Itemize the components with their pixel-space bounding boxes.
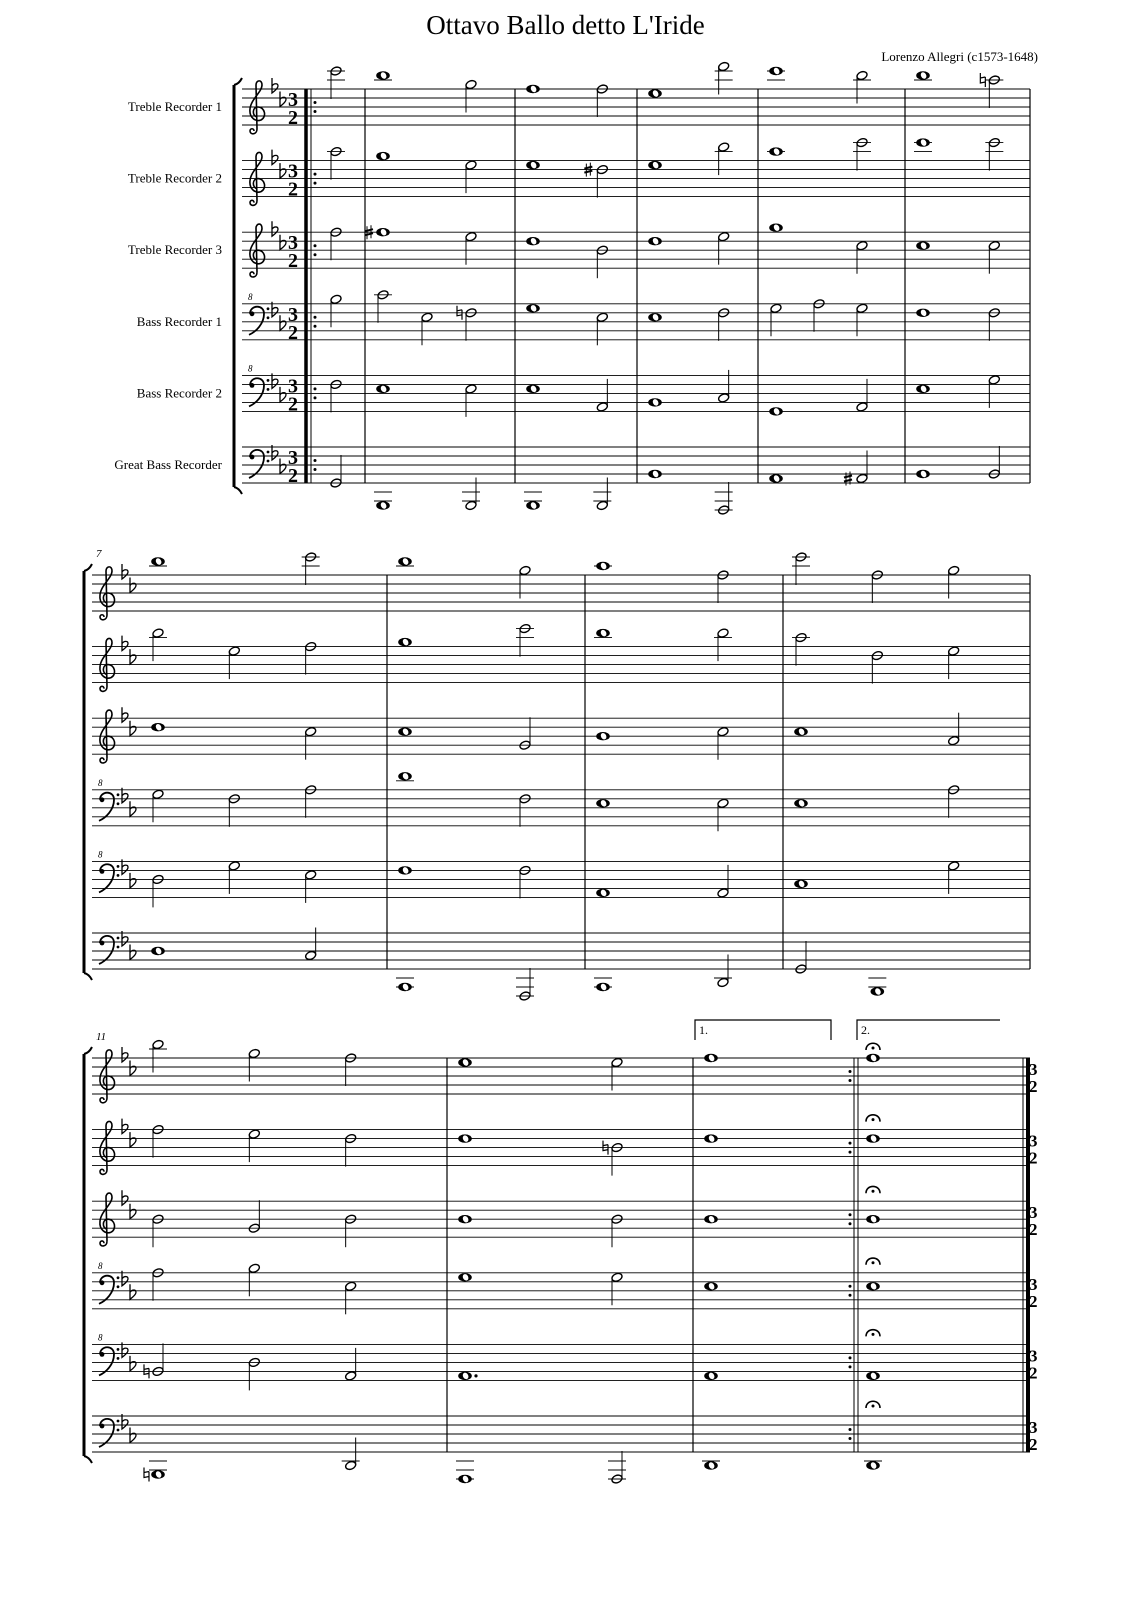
half-note: [152, 789, 164, 822]
bracket-top: [234, 78, 242, 85]
part-label: Bass Recorder 1: [136, 313, 222, 329]
half-note: [421, 312, 433, 345]
time-signature-denominator: 2: [288, 178, 298, 201]
whole-note: [594, 978, 612, 991]
note-head: [596, 500, 608, 511]
flat-icon: [122, 1190, 128, 1205]
note-head: [856, 70, 868, 81]
half-note: [596, 379, 608, 412]
half-note: [717, 370, 729, 403]
half-note: [330, 294, 342, 327]
note-head: [152, 628, 164, 639]
bass-clef-icon: [98, 778, 119, 821]
part-label: Treble Recorder 1: [127, 99, 222, 114]
note-head: [611, 1057, 623, 1068]
note-head: [304, 726, 316, 737]
repeat-dot: [849, 1151, 852, 1154]
note-head: [856, 240, 868, 251]
whole-note: [794, 799, 808, 807]
flat-icon: [122, 1119, 128, 1134]
note-head: [947, 861, 959, 872]
whole-note: [648, 313, 662, 321]
whole-note: [596, 889, 610, 897]
time-signature-denominator: 2: [288, 465, 298, 487]
bracket-bottom: [84, 973, 92, 980]
note-head: [947, 735, 959, 746]
half-note: [853, 70, 871, 103]
whole-note: [864, 1461, 882, 1470]
repeat-dot: [849, 1285, 852, 1288]
time-signature-numerator: 3: [288, 89, 298, 111]
whole-note: [151, 723, 165, 731]
time-signature-denominator: 2: [288, 250, 298, 273]
flat-icon: [130, 1356, 136, 1371]
half-note: [342, 1438, 360, 1471]
time-signature-numerator: 3: [288, 303, 298, 326]
repeat-dot: [849, 1437, 852, 1440]
repeat-dot: [849, 1213, 852, 1216]
note-head: [856, 303, 868, 314]
octave-mark: 8: [98, 1260, 103, 1271]
note-head: [465, 231, 477, 242]
whole-note: [398, 727, 412, 735]
fermata-icon: [866, 1401, 880, 1408]
half-note: [985, 137, 1003, 170]
flat-icon: [130, 649, 136, 664]
note-head: [596, 402, 608, 413]
whole-note: [396, 772, 414, 781]
whole-note: [866, 1134, 880, 1142]
flat-icon: [272, 150, 278, 165]
half-note: [792, 552, 810, 585]
time-signature-denominator: 2: [1029, 1077, 1038, 1096]
half-note: [374, 290, 392, 323]
repeat-dot: [849, 1222, 852, 1225]
whole-note: [376, 228, 390, 236]
repeat-dot: [314, 459, 317, 462]
half-note: [304, 870, 316, 903]
octave-mark: 8: [248, 291, 253, 302]
flat-icon: [280, 387, 286, 402]
note-head: [465, 160, 477, 171]
whole-note: [526, 237, 540, 245]
note-head: [947, 565, 959, 576]
whole-note: [648, 161, 662, 169]
half-note: [856, 379, 868, 412]
time-signature-numerator: 3: [1029, 1274, 1038, 1294]
repeat-dot: [849, 1356, 852, 1359]
half-note: [593, 478, 611, 511]
whole-note: [149, 557, 167, 566]
whole-note: [396, 978, 414, 991]
half-note: [304, 928, 316, 961]
whole-note: [769, 474, 783, 482]
whole-note: [149, 1461, 167, 1479]
half-note: [947, 861, 959, 894]
volta-bracket: [857, 1020, 1000, 1040]
whole-note: [456, 1461, 474, 1483]
repeat-dot: [314, 468, 317, 471]
whole-note: [767, 67, 785, 80]
time-signature-numerator: 3: [288, 447, 298, 469]
half-note: [327, 146, 345, 179]
whole-note: [596, 799, 610, 807]
whole-note: [458, 1273, 472, 1281]
time-signature-numerator: 3: [288, 232, 298, 255]
time-signature-denominator: 2: [288, 321, 298, 344]
whole-note: [594, 562, 612, 570]
whole-note: [648, 89, 662, 97]
whole-note: [594, 629, 612, 638]
repeat-dot: [849, 1294, 852, 1297]
note-head: [248, 1129, 260, 1140]
half-note: [519, 565, 531, 598]
half-note: [302, 552, 320, 585]
note-head: [717, 393, 729, 404]
half-note: [248, 1129, 260, 1162]
volta-label: 1.: [699, 1023, 708, 1037]
note-head: [228, 861, 240, 872]
whole-note: [151, 947, 165, 955]
whole-note: [376, 152, 390, 160]
repeat-dot: [314, 244, 317, 247]
flat-icon: [130, 1204, 136, 1219]
half-note: [714, 955, 732, 988]
half-note: [770, 303, 782, 336]
note-head: [717, 888, 729, 899]
whole-note: [374, 492, 392, 510]
note-head: [717, 977, 729, 988]
flat-icon: [122, 1047, 128, 1062]
octave-mark: 8: [248, 363, 253, 374]
flat-icon: [280, 163, 286, 178]
time-signature-numerator: 3: [1029, 1060, 1038, 1079]
note-head: [947, 646, 959, 657]
whole-note: [702, 1461, 720, 1470]
whole-note: [866, 1054, 880, 1062]
whole-note: [767, 147, 785, 155]
note-head: [611, 1272, 623, 1283]
note-head: [248, 1263, 260, 1274]
half-note: [465, 384, 477, 417]
flat-icon: [272, 221, 278, 236]
half-note: [856, 451, 868, 484]
flat-icon: [272, 78, 278, 93]
whole-note: [526, 161, 540, 169]
whole-note: [458, 1058, 472, 1066]
half-note: [988, 240, 1000, 273]
octave-mark: 8: [98, 777, 103, 788]
half-note: [988, 375, 1000, 408]
flat-icon: [130, 1061, 136, 1076]
repeat-dot: [314, 173, 317, 176]
whole-note: [704, 1054, 718, 1062]
flat-icon: [130, 1132, 136, 1147]
note-head: [988, 375, 1000, 386]
note-head: [152, 789, 164, 800]
repeat-dot: [849, 1079, 852, 1082]
note-head: [988, 240, 1000, 251]
note-head: [465, 500, 477, 511]
note-head: [717, 231, 729, 242]
half-note: [947, 565, 959, 598]
whole-note: [458, 1215, 472, 1223]
time-signature-denominator: 2: [1029, 1435, 1038, 1454]
half-note: [947, 646, 959, 679]
note-head: [152, 1039, 164, 1050]
whole-note: [868, 978, 886, 996]
time-signature-numerator: 3: [1029, 1203, 1038, 1223]
natural-icon: [144, 1468, 149, 1482]
flat-icon: [130, 801, 136, 816]
flat-icon: [130, 873, 136, 888]
note-head: [717, 726, 729, 737]
whole-note: [916, 309, 930, 317]
whole-note: [648, 470, 662, 478]
half-note: [714, 628, 732, 661]
flat-icon: [122, 564, 128, 579]
half-note: [717, 865, 729, 898]
repeat-dot: [314, 101, 317, 104]
half-note: [947, 713, 959, 746]
part-label: Treble Recorder 3: [127, 242, 222, 258]
repeat-dot: [849, 1070, 852, 1073]
flat-icon: [130, 578, 136, 593]
flat-icon: [130, 1284, 136, 1299]
half-note: [344, 1281, 356, 1314]
whole-note: [704, 1134, 718, 1142]
dot: [474, 1374, 477, 1377]
time-signature-numerator: 3: [1029, 1131, 1038, 1151]
bass-clef-icon: [248, 363, 269, 406]
whole-note: [916, 385, 930, 393]
whole-note: [526, 85, 540, 93]
whole-note: [596, 732, 610, 740]
flat-icon: [130, 945, 136, 960]
whole-note: [769, 407, 783, 415]
note-head: [304, 950, 316, 961]
half-note: [608, 1451, 626, 1484]
part-label: Treble Recorder 2: [127, 170, 222, 186]
bass-clef-icon: [248, 292, 269, 335]
half-note: [792, 632, 810, 665]
note-head: [519, 565, 531, 576]
whole-note: [794, 880, 808, 888]
measure-number: 11: [96, 1031, 107, 1043]
bass-clef-icon: [98, 1261, 119, 1304]
half-note: [465, 160, 477, 193]
half-note: [985, 75, 1003, 108]
repeat-dot: [314, 316, 317, 319]
whole-note: [398, 638, 412, 646]
half-note: [327, 66, 345, 99]
time-signature-denominator: 2: [288, 393, 298, 416]
note-head: [596, 312, 608, 323]
note-head: [465, 384, 477, 395]
measure-number: 7: [96, 548, 102, 560]
time-signature-denominator: 2: [1029, 1291, 1038, 1311]
bracket-bottom: [234, 487, 242, 494]
bracket-top: [84, 1047, 92, 1054]
note-head: [344, 1281, 356, 1292]
whole-note: [866, 1372, 880, 1380]
whole-note: [866, 1215, 880, 1223]
half-note: [516, 623, 534, 656]
volta-bracket: [695, 1020, 831, 1040]
half-note: [611, 1272, 623, 1305]
whole-note: [704, 1215, 718, 1223]
flat-icon: [280, 459, 286, 474]
note-head: [770, 303, 782, 314]
half-note: [149, 628, 167, 661]
time-signature-numerator: 3: [288, 375, 298, 398]
half-note: [853, 137, 871, 170]
time-signature-numerator: 3: [1029, 1346, 1038, 1366]
part-label: Bass Recorder 2: [136, 385, 222, 401]
half-note: [715, 142, 733, 175]
half-note: [149, 1039, 167, 1072]
flat-icon: [122, 707, 128, 722]
note-head: [304, 870, 316, 881]
half-note: [717, 231, 729, 264]
flat-icon: [280, 92, 286, 107]
flat-icon: [122, 636, 128, 651]
fermata-icon: [866, 1330, 880, 1337]
half-note: [715, 482, 733, 515]
half-note: [856, 303, 868, 336]
note-head: [856, 473, 868, 484]
note-head: [856, 402, 868, 413]
whole-note: [374, 71, 392, 80]
whole-note: [458, 1134, 472, 1142]
whole-note: [648, 237, 662, 245]
whole-note: [914, 71, 932, 80]
half-note: [516, 968, 534, 1001]
flat-icon: [130, 721, 136, 736]
note-head: [717, 798, 729, 809]
whole-note: [704, 1282, 718, 1290]
octave-mark: 8: [98, 1332, 103, 1343]
whole-note: [866, 1282, 880, 1290]
repeat-dot: [314, 387, 317, 390]
whole-note: [704, 1372, 718, 1380]
half-note: [228, 861, 240, 894]
flat-icon: [280, 235, 286, 250]
note-head: [248, 1048, 260, 1059]
time-signature-denominator: 2: [288, 107, 298, 129]
whole-note: [916, 241, 930, 249]
half-note: [611, 1057, 623, 1090]
octave-mark: 8: [98, 849, 103, 860]
half-note: [856, 240, 868, 273]
note-head: [717, 61, 729, 72]
note-head: [717, 142, 729, 153]
repeat-dot: [314, 110, 317, 113]
whole-note: [526, 304, 540, 312]
fermata-icon: [866, 1043, 880, 1050]
natural-icon: [980, 73, 985, 87]
note-head: [421, 312, 433, 323]
whole-note: [648, 398, 662, 406]
page-title: Ottavo Ballo detto L'Iride: [426, 10, 705, 40]
note-head: [717, 628, 729, 639]
bracket-bottom: [84, 1456, 92, 1463]
note-head: [465, 79, 477, 90]
whole-note: [524, 492, 542, 510]
part-label: Great Bass Recorder: [114, 457, 222, 472]
fermata-icon: [866, 1115, 880, 1122]
half-note: [596, 312, 608, 345]
time-signature-denominator: 2: [1029, 1363, 1038, 1383]
bass-clef-icon: [98, 1332, 119, 1375]
half-note: [462, 478, 480, 511]
half-note: [248, 1048, 260, 1081]
half-note: [715, 61, 733, 94]
half-note: [248, 1263, 260, 1296]
bass-clef-icon: [98, 849, 119, 892]
half-note: [344, 1348, 356, 1381]
repeat-dot: [314, 182, 317, 185]
repeat-dot: [849, 1142, 852, 1145]
half-note: [717, 798, 729, 831]
half-note: [465, 79, 477, 112]
half-note: [717, 726, 729, 759]
whole-note: [916, 470, 930, 478]
time-signature-denominator: 2: [1029, 1220, 1038, 1240]
composer-credit: Lorenzo Allegri (c1573-1648): [881, 49, 1038, 64]
whole-note: [769, 223, 783, 231]
fermata-icon: [866, 1258, 880, 1265]
repeat-dot: [314, 253, 317, 256]
note-head: [330, 294, 342, 305]
half-note: [304, 726, 316, 759]
fermata-icon: [866, 1186, 880, 1193]
time-signature-numerator: 3: [288, 160, 298, 183]
whole-note: [376, 385, 390, 393]
whole-note: [396, 557, 414, 566]
whole-note: [914, 138, 932, 151]
whole-note: [794, 727, 808, 735]
whole-note: [458, 1372, 477, 1380]
half-note: [228, 646, 240, 679]
note-head: [228, 646, 240, 657]
time-signature-denominator: 2: [1029, 1148, 1038, 1168]
repeat-dot: [849, 1365, 852, 1368]
whole-note: [398, 866, 412, 874]
bracket-top: [84, 564, 92, 571]
repeat-dot: [849, 1428, 852, 1431]
flat-icon: [130, 1428, 136, 1443]
whole-note: [526, 385, 540, 393]
flat-icon: [280, 315, 286, 330]
volta-label: 2.: [861, 1023, 870, 1037]
half-note: [465, 231, 477, 264]
note-head: [344, 1371, 356, 1382]
note-head: [344, 1460, 356, 1471]
repeat-dot: [314, 325, 317, 328]
time-signature-numerator: 3: [1029, 1418, 1038, 1437]
repeat-dot: [314, 396, 317, 399]
